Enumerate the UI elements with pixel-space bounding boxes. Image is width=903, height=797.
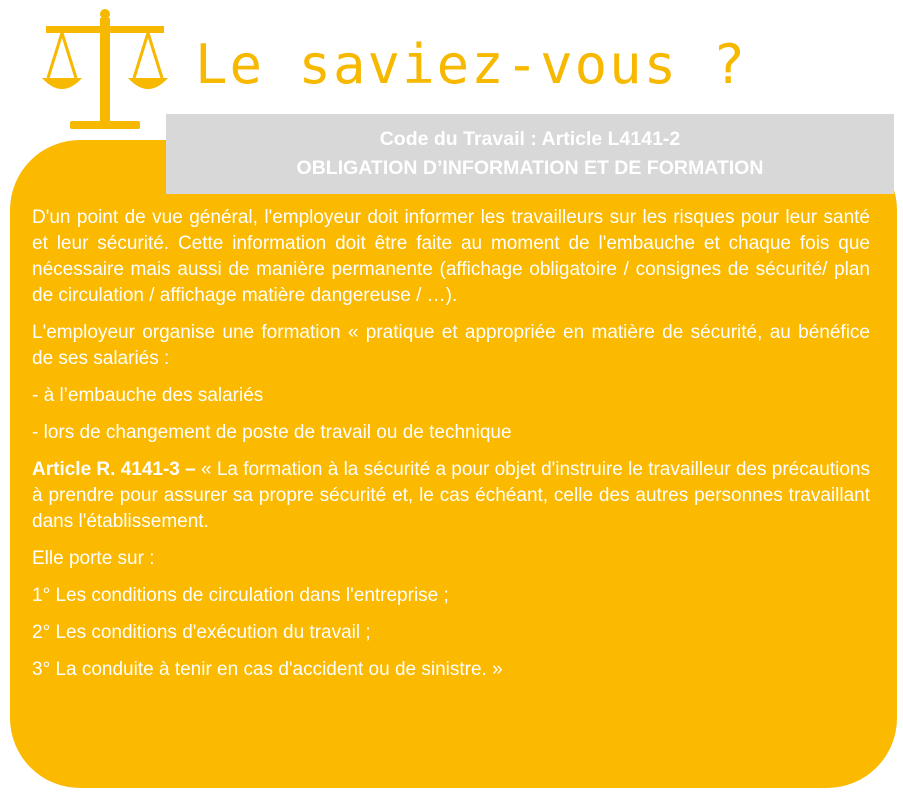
paragraph-elle-porte-sur: Elle porte sur :: [32, 548, 155, 569]
list-item-circulation: 1° Les conditions de circulation dans l'entreprise ;: [32, 585, 449, 606]
banner-line-2: OBLIGATION D’INFORMATION ET DE FORMATION: [296, 157, 764, 179]
list-item-changement-poste: - lors de changement de poste de travail ou de technique: [32, 422, 512, 443]
paragraph-article-r4141-3: [32, 457, 870, 535]
article-reference: Article R. 4141-3 –: [32, 459, 196, 480]
banner-line-1: Code du Travail : Article L4141-2: [379, 128, 681, 150]
list-item-embauche: - à l’embauche des salariés: [32, 385, 264, 406]
list-item-execution: 2° Les conditions d'exécution du travail ;: [32, 622, 371, 643]
article-banner: [166, 114, 894, 194]
paragraph-information: D'un point de vue général, l'employeur doit informer les travailleurs sur les risques pour leur santé et leur sécurité. Cette information doit être faite au moment de l'embauche et chaque fois que nécessaire mais aussi de manière permanente (affichage obligatoire / consignes de sécurité/ plan de circulation / affichage matière dangereuse / …).: [32, 207, 870, 306]
article-body: [32, 205, 870, 694]
list-item-conduite: 3° La conduite à tenir en cas d'accident ou de sinistre. »: [32, 659, 503, 680]
page-title: Le saviez-vous ?: [195, 33, 748, 96]
paragraph-formation: L'employeur organise une formation « pratique et appropriée en matière de sécurité, au bénéfice de ses salariés :: [32, 322, 870, 369]
article-quote: « La formation à la sécurité a pour objet d'instruire le travailleur des précautions à prendre pour assurer sa propre sécurité et, le cas échéant, celle des autres personnes travaillant dans l'établissement.: [32, 459, 870, 532]
scales-of-justice-icon: [40, 6, 170, 136]
